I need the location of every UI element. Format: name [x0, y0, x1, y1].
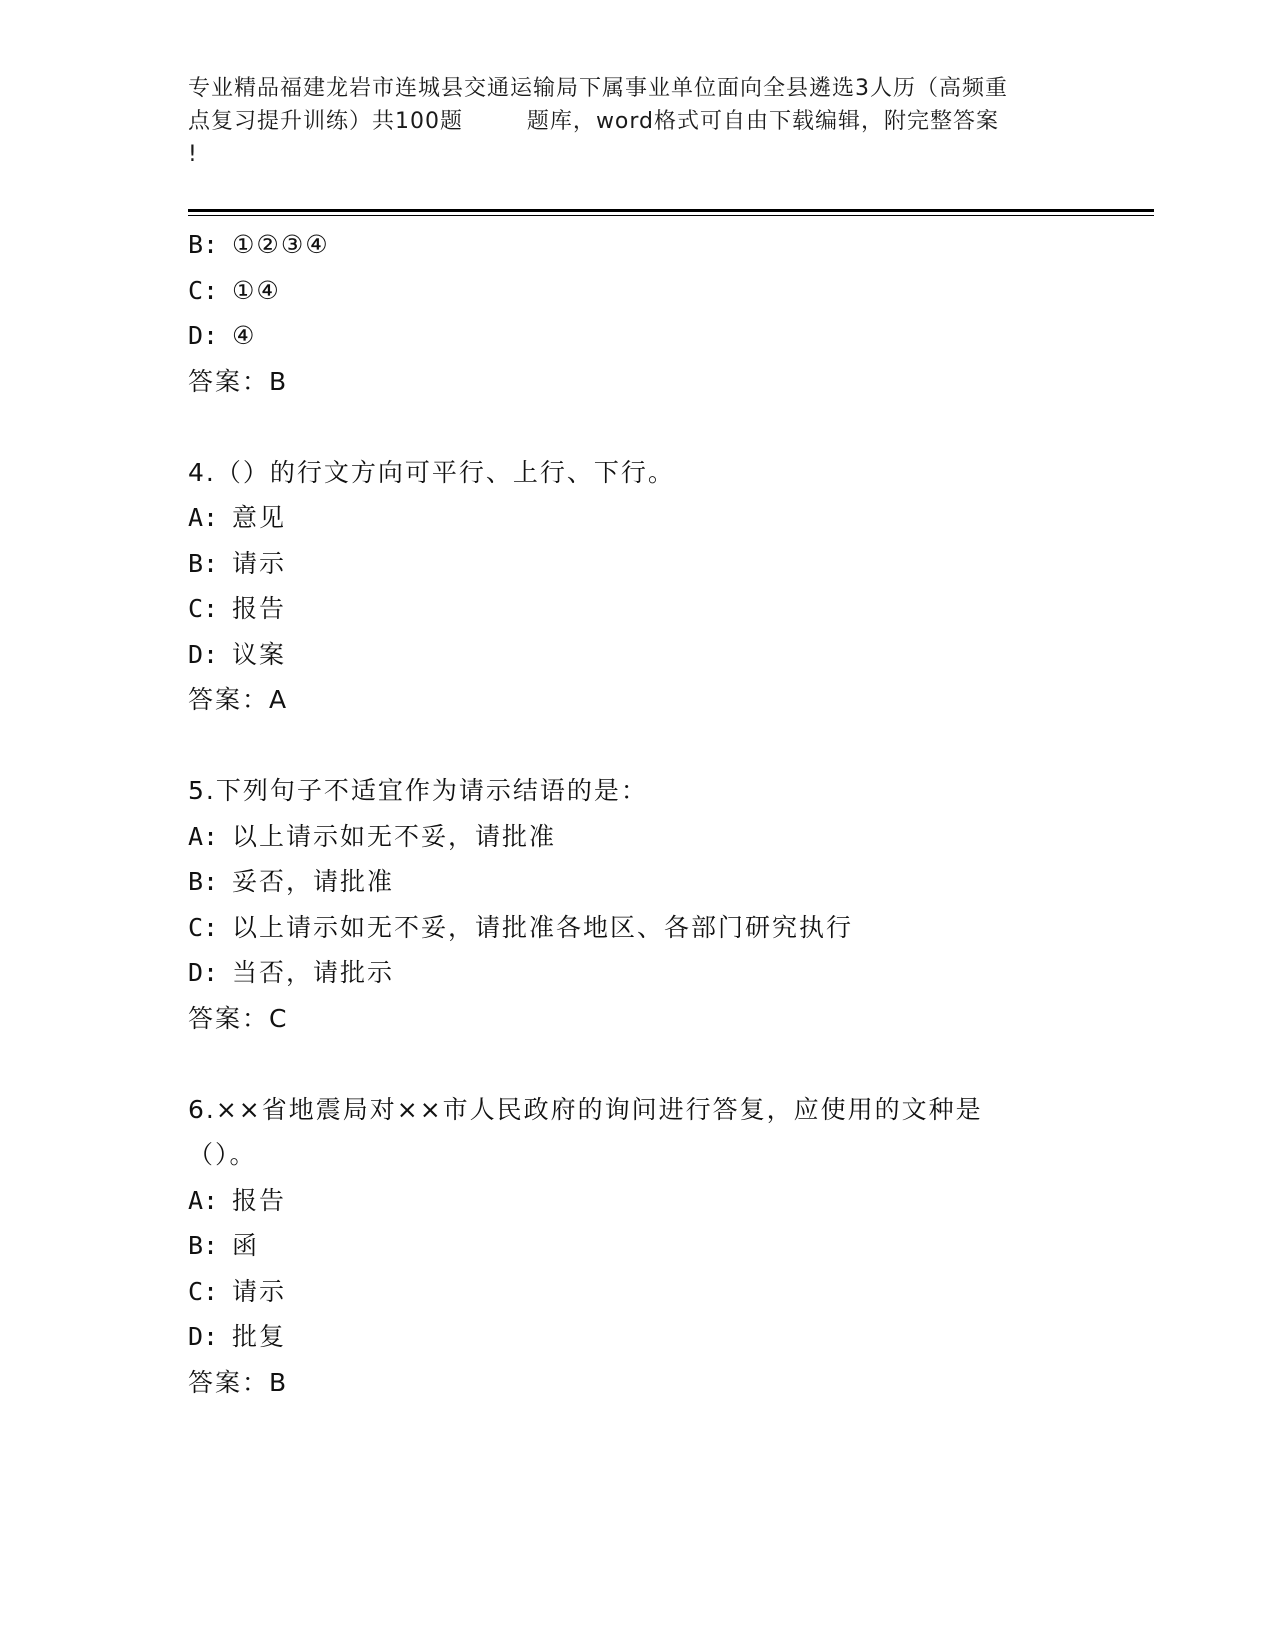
option-label: A:: [188, 821, 219, 851]
option-label: C:: [188, 594, 219, 623]
option-d: [188, 950, 1148, 996]
question-stem: 5.下列句子不适宜作为请示结语的是：: [188, 776, 648, 805]
question-stem: 6.××省地震局对××市人民政府的询问进行答复，应使用的文种是: [188, 1094, 983, 1124]
header-line-3: !: [188, 142, 198, 167]
header-divider-thin: [188, 215, 1154, 216]
option-a: [188, 1178, 1148, 1224]
option-text: 以上请示如无不妥，请批准各地区、各部门研究执行: [232, 912, 854, 942]
question-stem-continued: （）。: [188, 1140, 257, 1169]
option-label: D:: [188, 1322, 219, 1351]
option-a: [188, 814, 1148, 860]
header-line-2: 点复习提升训练）共100题 题库，word格式可自由下载编辑，附完整答案: [188, 109, 1000, 134]
option-text: 意见: [232, 503, 287, 532]
option-label: D:: [188, 639, 219, 669]
option-label: B:: [188, 230, 219, 259]
option-text: 批复: [232, 1322, 287, 1351]
option-text: 妥否，请批准: [232, 867, 395, 896]
header-line-1: 专业精品福建龙岩市连城县交通运输局下属事业单位面向全县遴选3人历（高频重: [188, 76, 1008, 101]
option-b: [188, 222, 1148, 268]
option-d: [188, 313, 1148, 359]
option-text: 请示: [232, 1276, 287, 1306]
option-text: 当否，请批示: [232, 958, 395, 987]
answer-line: 答案：B: [188, 1367, 289, 1397]
option-d: [188, 632, 1148, 678]
option-text: 报告: [232, 594, 287, 623]
answer-line: 答案：B: [188, 366, 289, 396]
answer-line: 答案：C: [188, 1003, 289, 1033]
option-text: ④: [232, 321, 257, 350]
option-label: D:: [188, 958, 219, 987]
option-a: [188, 495, 1148, 541]
option-text: 议案: [232, 639, 287, 669]
answer-line: 答案：A: [188, 685, 289, 714]
option-label: B:: [188, 1231, 219, 1260]
option-c: [188, 905, 1148, 951]
option-b: [188, 1223, 1148, 1269]
option-label: C:: [188, 1276, 219, 1306]
header-divider-thick: [188, 209, 1154, 212]
option-text: 以上请示如无不妥，请批准: [232, 821, 557, 851]
question-list: [188, 222, 1148, 1405]
option-b: [188, 541, 1148, 587]
option-label: C:: [188, 912, 219, 942]
option-text: ①②③④: [232, 230, 330, 259]
option-text: 函: [232, 1231, 260, 1260]
option-text: 请示: [232, 548, 287, 578]
option-label: A:: [188, 1185, 219, 1215]
option-label: C:: [188, 275, 219, 305]
option-label: B:: [188, 867, 219, 896]
option-text: 报告: [232, 1185, 287, 1215]
option-d: [188, 1314, 1148, 1360]
document-header: [188, 72, 1088, 171]
question-stem: 4.（）的行文方向可平行、上行、下行。: [188, 457, 675, 487]
option-label: B:: [188, 548, 219, 578]
option-label: D:: [188, 321, 219, 350]
option-text: ①④: [232, 275, 281, 305]
option-label: A:: [188, 503, 219, 532]
option-b: [188, 859, 1148, 905]
option-c: [188, 268, 1148, 314]
option-c: [188, 1269, 1148, 1315]
option-c: [188, 586, 1148, 632]
